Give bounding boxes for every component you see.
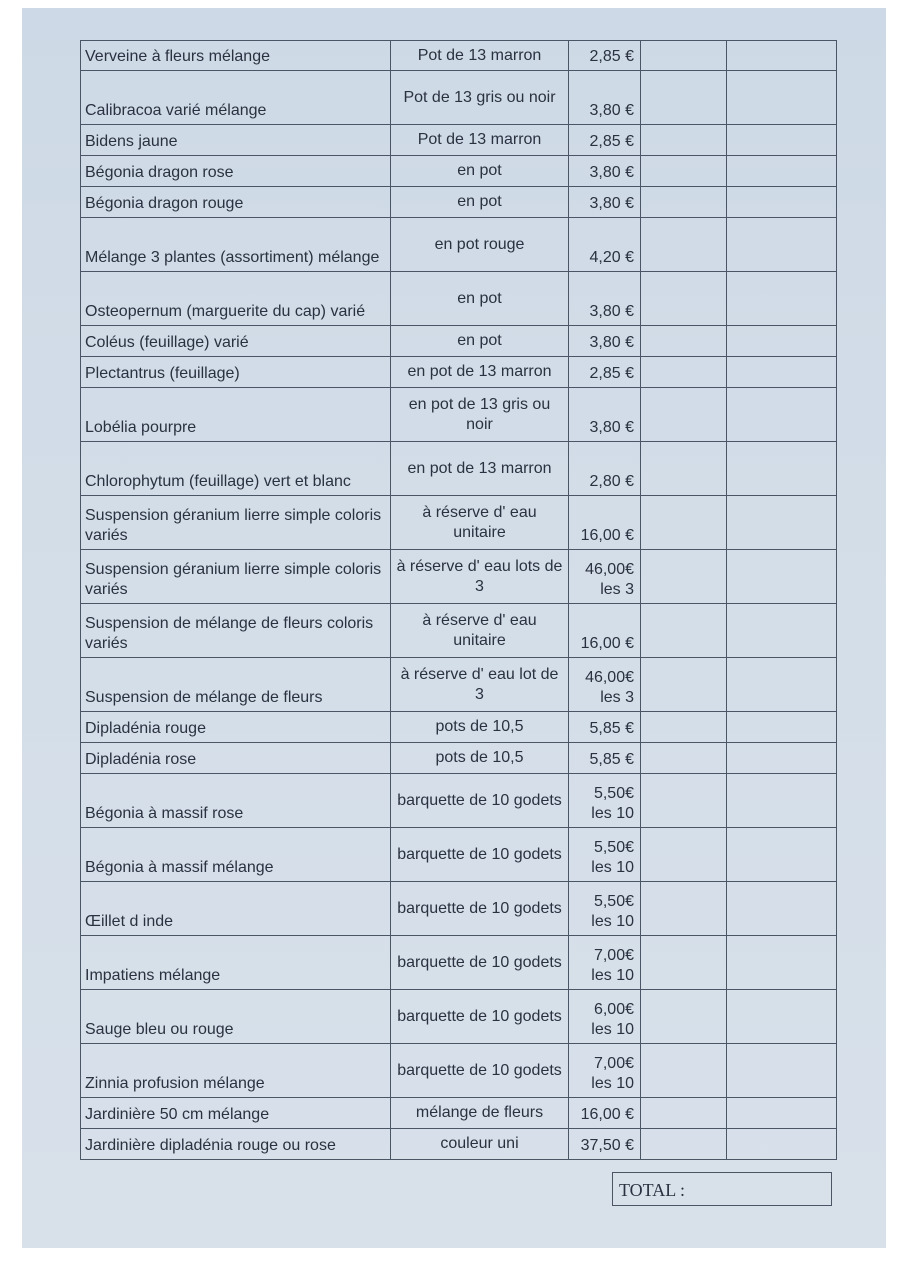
table-row (81, 828, 837, 882)
product-name-cell: Verveine à fleurs mélange (81, 41, 391, 71)
product-name-cell: Suspension de mélange de fleurs (81, 658, 391, 712)
amount-cell (727, 218, 837, 272)
table-row (81, 658, 837, 712)
price-cell: 37,50 € (569, 1129, 641, 1160)
quantity-cell (641, 936, 727, 990)
amount-cell (727, 125, 837, 156)
table-row (81, 71, 837, 125)
quantity-cell (641, 442, 727, 496)
table-row (81, 496, 837, 550)
product-name-cell: Calibracoa varié mélange (81, 71, 391, 125)
amount-cell (727, 1044, 837, 1098)
product-name-cell: Sauge bleu ou rouge (81, 990, 391, 1044)
plant-order-table (80, 40, 837, 1160)
quantity-cell (641, 218, 727, 272)
price-cell: 2,85 € (569, 357, 641, 388)
price-cell: 46,00€ les 3 (569, 550, 641, 604)
price-cell: 4,20 € (569, 218, 641, 272)
table-row (81, 41, 837, 71)
price-cell: 7,00€ les 10 (569, 1044, 641, 1098)
product-name-cell: Mélange 3 plantes (assortiment) mélange (81, 218, 391, 272)
quantity-cell (641, 712, 727, 743)
table-row (81, 990, 837, 1044)
packaging-cell: barquette de 10 godets (391, 990, 569, 1044)
quantity-cell (641, 272, 727, 326)
total-box (612, 1172, 832, 1206)
table-row (81, 357, 837, 388)
quantity-cell (641, 1044, 727, 1098)
packaging-cell: en pot (391, 272, 569, 326)
quantity-cell (641, 604, 727, 658)
quantity-cell (641, 774, 727, 828)
table-row (81, 218, 837, 272)
quantity-cell (641, 743, 727, 774)
amount-cell (727, 882, 837, 936)
packaging-cell: à réserve d' eau lots de 3 (391, 550, 569, 604)
amount-cell (727, 326, 837, 357)
product-name-cell: Bégonia dragon rose (81, 156, 391, 187)
product-name-cell: Chlorophytum (feuillage) vert et blanc (81, 442, 391, 496)
product-name-cell: Zinnia profusion mélange (81, 1044, 391, 1098)
price-cell: 7,00€ les 10 (569, 936, 641, 990)
amount-cell (727, 990, 837, 1044)
price-cell: 16,00 € (569, 1098, 641, 1129)
total-label: TOTAL : (619, 1180, 686, 1200)
price-cell: 3,80 € (569, 272, 641, 326)
packaging-cell: à réserve d' eau unitaire (391, 604, 569, 658)
table-row (81, 1098, 837, 1129)
amount-cell (727, 743, 837, 774)
amount-cell (727, 1098, 837, 1129)
product-name-cell: Osteopernum (marguerite du cap) varié (81, 272, 391, 326)
product-name-cell: Suspension de mélange de fleurs coloris variés (81, 604, 391, 658)
amount-cell (727, 1129, 837, 1160)
price-cell: 46,00€ les 3 (569, 658, 641, 712)
amount-cell (727, 712, 837, 743)
packaging-cell: à réserve d' eau unitaire (391, 496, 569, 550)
quantity-cell (641, 1129, 727, 1160)
price-cell: 3,80 € (569, 156, 641, 187)
price-cell: 2,80 € (569, 442, 641, 496)
table-row (81, 156, 837, 187)
packaging-cell: barquette de 10 godets (391, 882, 569, 936)
packaging-cell: Pot de 13 gris ou noir (391, 71, 569, 125)
quantity-cell (641, 1098, 727, 1129)
table-row (81, 1044, 837, 1098)
packaging-cell: en pot (391, 326, 569, 357)
table-row (81, 326, 837, 357)
price-cell: 3,80 € (569, 71, 641, 125)
price-cell: 2,85 € (569, 41, 641, 71)
table-row (81, 187, 837, 218)
packaging-cell: Pot de 13 marron (391, 125, 569, 156)
amount-cell (727, 496, 837, 550)
packaging-cell: en pot de 13 gris ou noir (391, 388, 569, 442)
quantity-cell (641, 41, 727, 71)
quantity-cell (641, 828, 727, 882)
price-cell: 5,85 € (569, 712, 641, 743)
price-cell: 2,85 € (569, 125, 641, 156)
table-row (81, 743, 837, 774)
amount-cell (727, 41, 837, 71)
price-cell: 6,00€ les 10 (569, 990, 641, 1044)
table-row (81, 712, 837, 743)
packaging-cell: en pot (391, 187, 569, 218)
packaging-cell: à réserve d' eau lot de 3 (391, 658, 569, 712)
amount-cell (727, 604, 837, 658)
quantity-cell (641, 658, 727, 712)
packaging-cell: pots de 10,5 (391, 743, 569, 774)
table-row (81, 388, 837, 442)
product-name-cell: Impatiens mélange (81, 936, 391, 990)
product-name-cell: Bégonia dragon rouge (81, 187, 391, 218)
product-name-cell: Dipladénia rose (81, 743, 391, 774)
product-name-cell: Dipladénia rouge (81, 712, 391, 743)
product-name-cell: Bégonia à massif rose (81, 774, 391, 828)
price-cell: 3,80 € (569, 326, 641, 357)
price-cell: 16,00 € (569, 496, 641, 550)
product-name-cell: Bidens jaune (81, 125, 391, 156)
product-name-cell: Coléus (feuillage) varié (81, 326, 391, 357)
product-name-cell: Œillet d inde (81, 882, 391, 936)
amount-cell (727, 357, 837, 388)
packaging-cell: mélange de fleurs (391, 1098, 569, 1129)
quantity-cell (641, 156, 727, 187)
quantity-cell (641, 496, 727, 550)
amount-cell (727, 442, 837, 496)
packaging-cell: en pot de 13 marron (391, 357, 569, 388)
table-row (81, 774, 837, 828)
price-cell: 5,50€ les 10 (569, 774, 641, 828)
price-cell: 16,00 € (569, 604, 641, 658)
table-row (81, 125, 837, 156)
amount-cell (727, 187, 837, 218)
amount-cell (727, 828, 837, 882)
packaging-cell: pots de 10,5 (391, 712, 569, 743)
quantity-cell (641, 882, 727, 936)
product-name-cell: Suspension géranium lierre simple coloris variés (81, 496, 391, 550)
packaging-cell: barquette de 10 godets (391, 828, 569, 882)
table-row (81, 936, 837, 990)
table-row (81, 550, 837, 604)
amount-cell (727, 388, 837, 442)
packaging-cell: barquette de 10 godets (391, 774, 569, 828)
product-name-cell: Suspension géranium lierre simple coloris variés (81, 550, 391, 604)
packaging-cell: barquette de 10 godets (391, 936, 569, 990)
price-cell: 3,80 € (569, 388, 641, 442)
amount-cell (727, 71, 837, 125)
product-name-cell: Jardinière dipladénia rouge ou rose (81, 1129, 391, 1160)
product-name-cell: Jardinière 50 cm mélange (81, 1098, 391, 1129)
amount-cell (727, 156, 837, 187)
packaging-cell: couleur uni (391, 1129, 569, 1160)
price-cell: 3,80 € (569, 187, 641, 218)
price-cell: 5,50€ les 10 (569, 828, 641, 882)
table-row (81, 1129, 837, 1160)
quantity-cell (641, 550, 727, 604)
amount-cell (727, 272, 837, 326)
quantity-cell (641, 990, 727, 1044)
table-row (81, 604, 837, 658)
quantity-cell (641, 326, 727, 357)
table-row (81, 882, 837, 936)
packaging-cell: en pot rouge (391, 218, 569, 272)
amount-cell (727, 774, 837, 828)
quantity-cell (641, 357, 727, 388)
table-row (81, 272, 837, 326)
product-name-cell: Plectantrus (feuillage) (81, 357, 391, 388)
packaging-cell: en pot de 13 marron (391, 442, 569, 496)
table-row (81, 442, 837, 496)
packaging-cell: Pot de 13 marron (391, 41, 569, 71)
price-cell: 5,50€ les 10 (569, 882, 641, 936)
quantity-cell (641, 388, 727, 442)
packaging-cell: barquette de 10 godets (391, 1044, 569, 1098)
amount-cell (727, 936, 837, 990)
product-name-cell: Lobélia pourpre (81, 388, 391, 442)
product-name-cell: Bégonia à massif mélange (81, 828, 391, 882)
price-cell: 5,85 € (569, 743, 641, 774)
amount-cell (727, 550, 837, 604)
quantity-cell (641, 187, 727, 218)
quantity-cell (641, 71, 727, 125)
quantity-cell (641, 125, 727, 156)
amount-cell (727, 658, 837, 712)
packaging-cell: en pot (391, 156, 569, 187)
